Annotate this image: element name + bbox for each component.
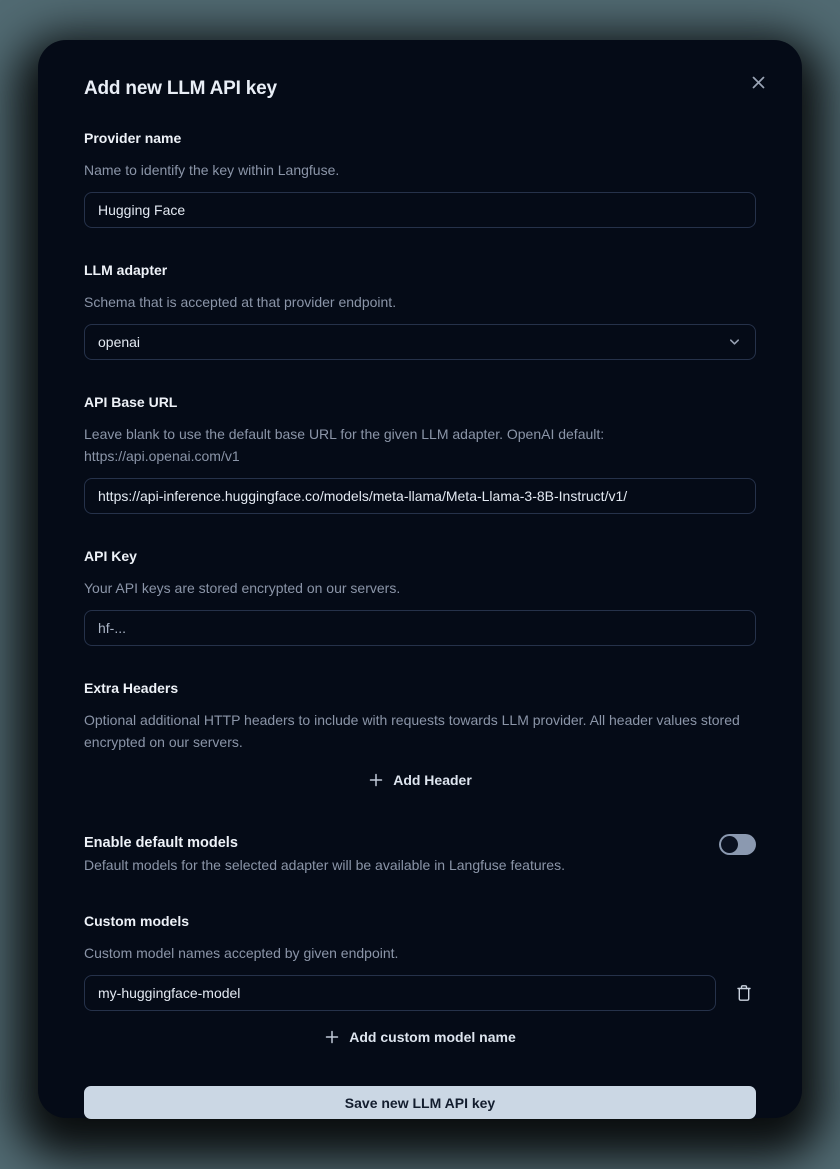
- custom-models-description: Custom model names accepted by given endpoint.: [84, 945, 399, 961]
- add-custom-model-button-label: Add custom model name: [349, 1029, 516, 1045]
- enable-default-models-label: Enable default models: [84, 835, 238, 851]
- provider-name-input[interactable]: [84, 192, 756, 228]
- dialog-title: Add new LLM API key: [84, 78, 277, 99]
- extra-headers-field-group: [84, 678, 756, 793]
- api-base-url-description: Leave blank to use the default base URL for the given LLM adapter. OpenAI default: https://api.openai.com/v1: [84, 426, 605, 464]
- custom-models-label: Custom models: [84, 913, 190, 929]
- api-key-input[interactable]: [84, 610, 756, 646]
- enable-default-models-description: Default models for the selected adapter will be available in Langfuse features.: [84, 857, 565, 873]
- add-llm-api-key-dialog: [38, 40, 802, 1118]
- dialog-header: [84, 76, 756, 102]
- add-header-button[interactable]: [368, 767, 472, 793]
- enable-default-models-toggle[interactable]: [719, 834, 756, 855]
- api-key-description: Your API keys are stored encrypted on our servers.: [84, 580, 401, 596]
- provider-name-label: Provider name: [84, 130, 182, 146]
- delete-custom-model-button[interactable]: [732, 981, 756, 1005]
- toggle-thumb: [721, 836, 738, 853]
- api-base-url-input[interactable]: [84, 478, 756, 514]
- extra-headers-label: Extra Headers: [84, 680, 179, 696]
- save-llm-api-key-button[interactable]: Save new LLM API key: [84, 1086, 756, 1119]
- custom-model-row: [84, 975, 756, 1011]
- add-custom-model-button[interactable]: [324, 1024, 515, 1050]
- close-icon: [751, 75, 766, 90]
- api-key-label: API Key: [84, 548, 137, 564]
- provider-name-description: Name to identify the key within Langfuse.: [84, 162, 340, 178]
- extra-headers-description: Optional additional HTTP headers to include with requests towards LLM provider. All header values stored encrypted on our servers.: [84, 712, 740, 750]
- chevron-down-icon: [728, 336, 741, 349]
- enable-default-models-texts: [84, 833, 565, 877]
- enable-default-models-row: [84, 833, 756, 877]
- api-base-url-field-group: [84, 392, 756, 514]
- llm-adapter-select[interactable]: [84, 324, 756, 360]
- api-base-url-label: API Base URL: [84, 394, 178, 410]
- plus-icon: [368, 772, 384, 788]
- llm-adapter-field-group: [84, 260, 756, 360]
- plus-icon: [324, 1029, 340, 1045]
- provider-name-field-group: [84, 128, 756, 228]
- llm-adapter-selected-value: openai: [98, 334, 141, 350]
- custom-models-field-group: [84, 911, 756, 1050]
- api-key-field-group: [84, 546, 756, 646]
- trash-icon: [736, 984, 752, 1002]
- custom-model-name-input[interactable]: [84, 975, 716, 1011]
- llm-adapter-label: LLM adapter: [84, 262, 168, 278]
- close-button[interactable]: [744, 68, 772, 96]
- llm-adapter-description: Schema that is accepted at that provider endpoint.: [84, 294, 397, 310]
- add-header-button-label: Add Header: [393, 772, 472, 788]
